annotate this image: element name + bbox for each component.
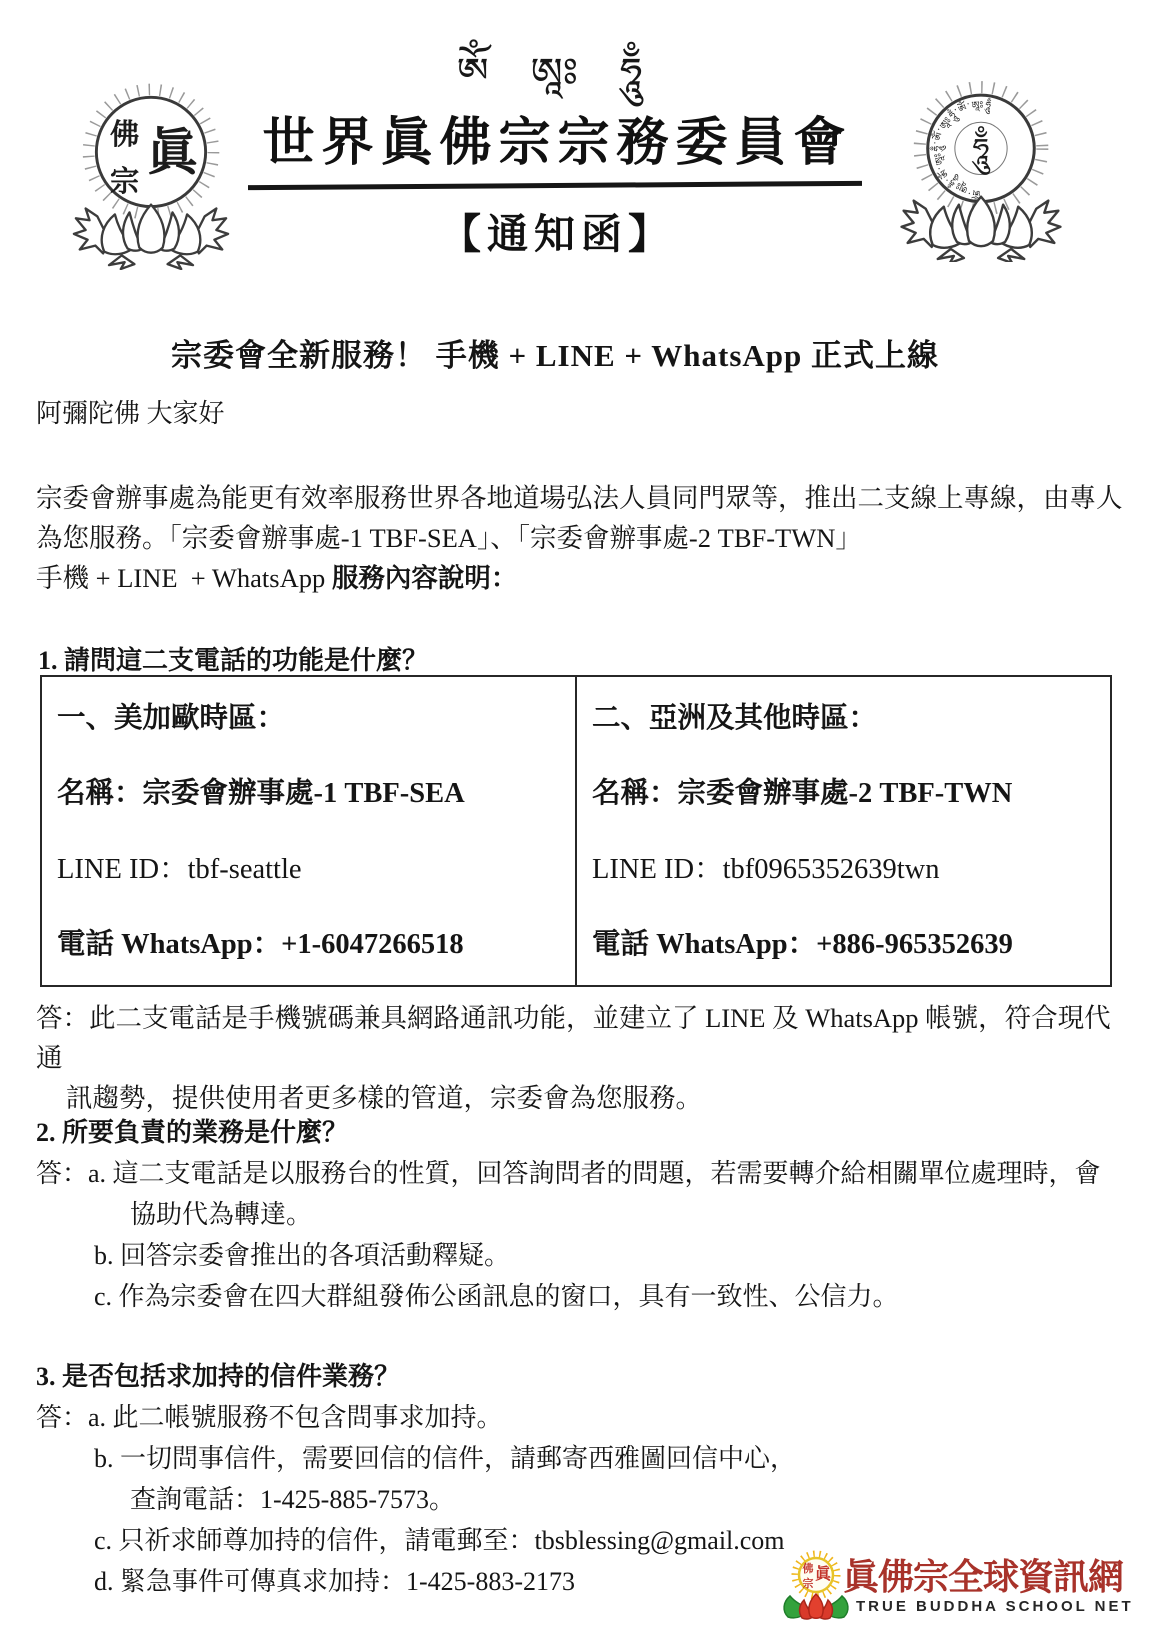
question-1-label: 1. 請問這二支電話的功能是什麼？ xyxy=(38,646,429,675)
greeting-line: 阿彌陀佛 大家好 xyxy=(36,399,225,428)
document-type-label: 【通知函】 xyxy=(440,211,675,257)
lotus-flower-icon xyxy=(74,205,228,269)
intro-line-3-prefix: 手機 + LINE + WhatsApp xyxy=(36,563,332,593)
q3-answer-d: d. 緊急事件可傳真求加持：1-425-883-2173 xyxy=(94,1567,575,1596)
right-seal-ring-script: ཨོཾ་ཨཱཿཧཱུྃ་ཨོཾ་ཨཱཿཧཱུྃ་ཨོཾ་ཨཱཿཧཱུྃ་ཨོཾ་ཨཱཿཧཱུྃ xyxy=(932,99,993,197)
table-cell-asia-others xyxy=(575,677,1110,985)
tibetan-mantra-text: ཨོཾ ཨཱཿ ཧཱུྃ xyxy=(456,50,659,95)
q3-answer-b-line-1: b. 一切問事信件，需要回信的信件，請郵寄西雅圖回信中心， xyxy=(94,1444,797,1473)
emblem-lotus-icon xyxy=(800,1594,833,1619)
intro-paragraph xyxy=(36,478,1128,598)
q3-answer-a: 答：a. 此二帳號服務不包含問事求加持。 xyxy=(36,1403,503,1432)
q2-answer-a-line-2: 協助代為轉達。 xyxy=(130,1200,313,1229)
answer-1-paragraph xyxy=(36,998,1131,1118)
emblem-char-main: 眞 xyxy=(814,1566,832,1583)
answer-1-line-2: 訊趨勢，提供使用者更多樣的管道，宗委會為您服務。 xyxy=(66,1083,702,1113)
intro-line-3 xyxy=(36,558,1128,598)
phone-whatsapp-right: 電話 WhatsApp：+886-965352639 xyxy=(592,928,1013,960)
right-seal-center-character: ཧཱུྃ xyxy=(972,132,990,167)
answer-1-line-1: 答：此二支電話是手機號碼兼具網路通訊功能，並建立了 LINE 及 WhatsApp 帳號，符合現代通 xyxy=(36,1003,1111,1073)
emblem-char-bottom: 宗 xyxy=(802,1578,814,1590)
intro-line-3-emphasis: 服務內容說明： xyxy=(331,563,518,593)
q3-answer-b-line-2: 查詢電話：1-425-885-7573。 xyxy=(130,1485,455,1514)
office-name-left: 名稱：宗委會辦事處-1 TBF-SEA xyxy=(57,778,465,810)
q3-answer-c: c. 只祈求師尊加持的信件，請電郵至：tbsblessing@gmail.com xyxy=(94,1526,785,1555)
hotline-info-table xyxy=(40,675,1112,987)
footer-site-name-chinese: 眞佛宗全球資訊網 xyxy=(843,1557,1124,1597)
question-2-section xyxy=(36,1112,1136,1317)
line-id-left: LINE ID：tbf-seattle xyxy=(57,853,302,885)
true-buddha-school-emblem-icon xyxy=(780,1550,852,1626)
zone-label-right: 二、亞洲及其他時區： xyxy=(592,703,878,734)
left-lotus-seal-logo xyxy=(66,70,236,270)
q2-answer-c: c. 作為宗委會在四大群組發佈公函訊息的窗口，具有一致性、公信力。 xyxy=(94,1282,899,1311)
zone-label-left: 一、美加歐時區： xyxy=(57,703,286,734)
q2-answer-b: b. 回答宗委會推出的各項活動釋疑。 xyxy=(94,1241,511,1270)
intro-line-2: 為您服務。「宗委會辦事處-1 TBF-SEA」、「宗委會辦事處-2 TBF-TWN」 xyxy=(36,523,862,553)
question-2-label: 2. 所要負責的業務是什麼？ xyxy=(36,1118,349,1147)
header-title-block xyxy=(235,36,880,176)
notice-main-title: 宗委會全新服務！ 手機 + LINE + WhatsApp 正式上線 xyxy=(170,338,940,373)
organization-title: 世界眞佛宗宗務委員會 xyxy=(262,114,853,172)
emblem-char-top: 佛 xyxy=(802,1563,814,1575)
q2-answer-a-line-1: 答：a. 這二支電話是以服務台的性質，回答詢問者的問題，若需要轉介給相關單位處理時，會 xyxy=(36,1159,1101,1188)
title-underline xyxy=(248,181,862,190)
phone-whatsapp-left: 電話 WhatsApp：+1-6047266518 xyxy=(57,928,464,960)
intro-line-1: 宗委會辦事處為能更有效率服務世界各地道場弘法人員同門眾等，推出二支線上專線，由專人 xyxy=(36,483,1123,513)
left-seal-char-top: 佛 xyxy=(110,119,140,152)
footer-site-name-english: TRUE BUDDHA SCHOOL NET xyxy=(856,1598,1134,1615)
right-tibetan-seal-logo xyxy=(900,66,1062,262)
left-seal-char-bottom: 宗 xyxy=(110,165,140,198)
line-id-right: LINE ID：tbf0965352639twn xyxy=(592,853,940,885)
question-3-label: 3. 是否包括求加持的信件業務？ xyxy=(36,1362,401,1391)
office-name-right: 名稱：宗委會辦事處-2 TBF-TWN xyxy=(592,778,1013,810)
left-seal-char-main: 眞 xyxy=(147,124,198,181)
table-cell-america-europe xyxy=(42,677,575,985)
